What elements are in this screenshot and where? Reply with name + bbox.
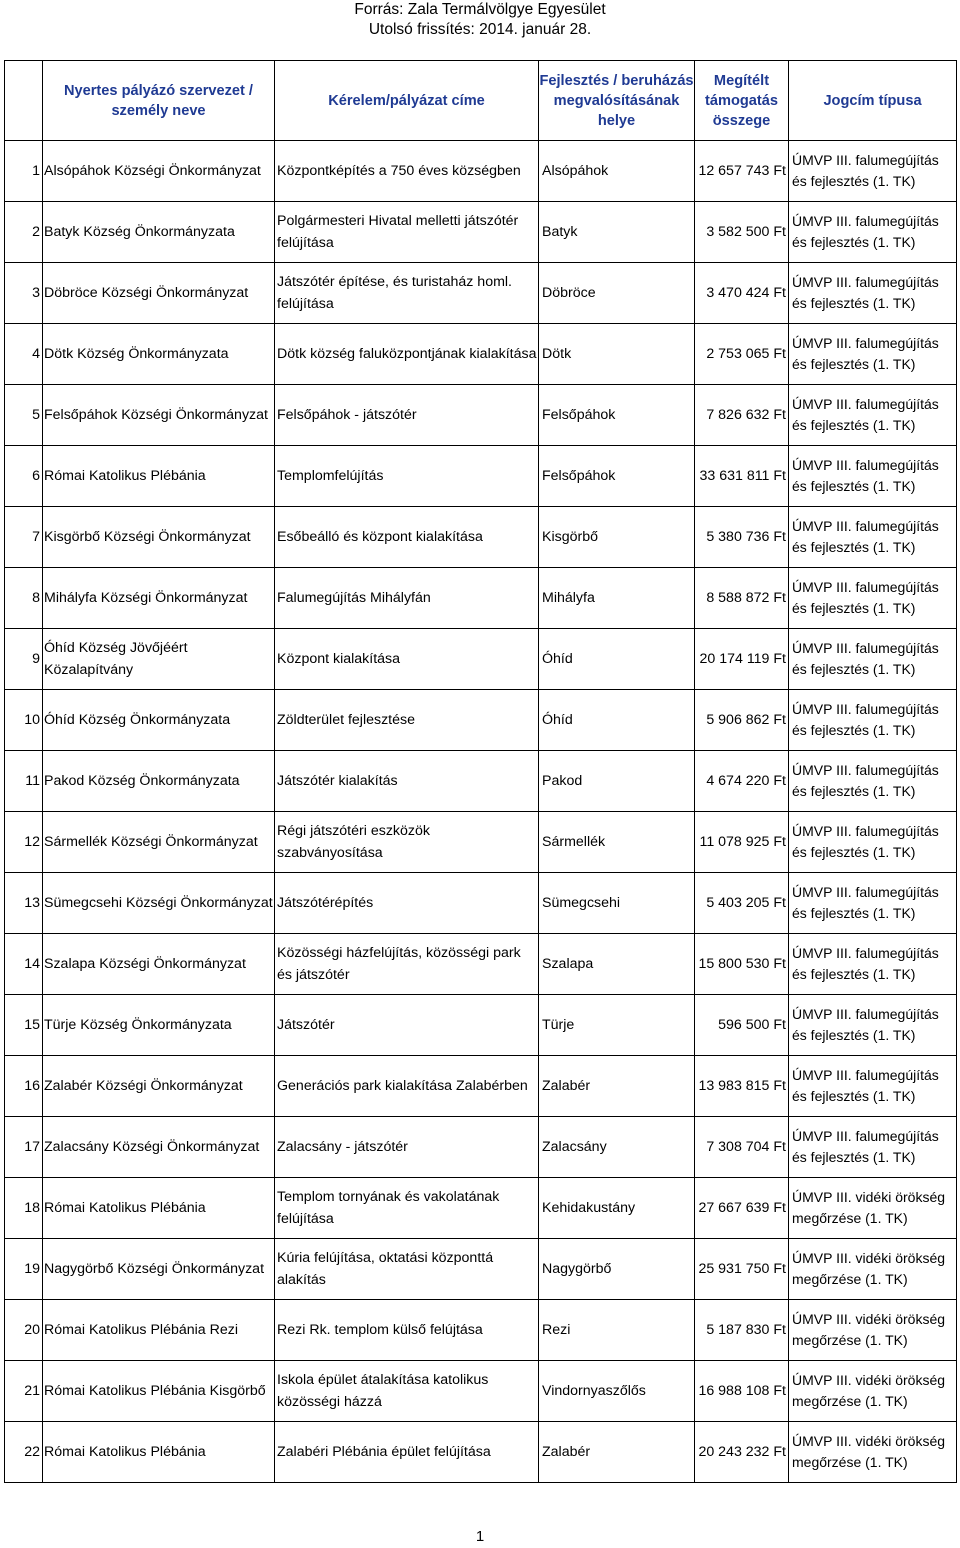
grant-type-cell: ÚMVP III. falumegújítás és fejlesztés (1. TK): [789, 568, 957, 629]
grant-type-cell: ÚMVP III. falumegújítás és fejlesztés (1. TK): [789, 1056, 957, 1117]
row-number-cell: 12: [5, 812, 43, 873]
grant-type-cell: ÚMVP III. falumegújítás és fejlesztés (1. TK): [789, 690, 957, 751]
location-cell: Óhíd: [539, 690, 695, 751]
grant-type-cell: ÚMVP III. falumegújítás és fejlesztés (1. TK): [789, 629, 957, 690]
row-number-cell: 21: [5, 1361, 43, 1422]
grant-type-cell: ÚMVP III. vidéki örökség megőrzése (1. TK): [789, 1300, 957, 1361]
grant-title-cell: Zalabéri Plébánia épület felújítása: [275, 1422, 539, 1483]
grant-title-cell: Falumegújítás Mihályfán: [275, 568, 539, 629]
grant-title-cell: Kúria felújítása, oktatási központtá alakítás: [275, 1239, 539, 1300]
org-name-cell: Sümegcsehi Községi Önkormányzat: [43, 873, 275, 934]
table-row: [5, 873, 957, 934]
location-cell: Zalacsány: [539, 1117, 695, 1178]
location-cell: Pakod: [539, 751, 695, 812]
grant-type-cell: ÚMVP III. falumegújítás és fejlesztés (1. TK): [789, 202, 957, 263]
grant-type-cell: ÚMVP III. falumegújítás és fejlesztés (1. TK): [789, 995, 957, 1056]
table-row: [5, 263, 957, 324]
row-number-cell: 8: [5, 568, 43, 629]
grant-title-cell: Polgármesteri Hivatal melletti játszótér felújítása: [275, 202, 539, 263]
amount-cell: 5 187 830 Ft: [695, 1300, 789, 1361]
amount-cell: 5 403 205 Ft: [695, 873, 789, 934]
table-body: [5, 141, 957, 1483]
location-cell: Rezi: [539, 1300, 695, 1361]
grant-type-cell: ÚMVP III. vidéki örökség megőrzése (1. TK): [789, 1178, 957, 1239]
row-number-cell: 6: [5, 446, 43, 507]
row-number-cell: 3: [5, 263, 43, 324]
row-number-cell: 11: [5, 751, 43, 812]
amount-cell: 15 800 530 Ft: [695, 934, 789, 995]
row-number-cell: 2: [5, 202, 43, 263]
grant-type-cell: ÚMVP III. falumegújítás és fejlesztés (1. TK): [789, 751, 957, 812]
org-name-cell: Óhíd Község Önkormányzata: [43, 690, 275, 751]
row-number-cell: 17: [5, 1117, 43, 1178]
org-name-cell: Zalacsány Községi Önkormányzat: [43, 1117, 275, 1178]
location-cell: Sármellék: [539, 812, 695, 873]
grant-title-cell: Zalacsány - játszótér: [275, 1117, 539, 1178]
grants-table: [4, 60, 957, 1483]
grant-title-cell: Rezi Rk. templom külső felújtása: [275, 1300, 539, 1361]
location-cell: Sümegcsehi: [539, 873, 695, 934]
location-cell: Zalabér: [539, 1056, 695, 1117]
location-cell: Felsőpáhok: [539, 385, 695, 446]
amount-cell: 12 657 743 Ft: [695, 141, 789, 202]
row-number-cell: 19: [5, 1239, 43, 1300]
row-number-cell: 22: [5, 1422, 43, 1483]
org-name-cell: Türje Község Önkormányzata: [43, 995, 275, 1056]
table-row: [5, 507, 957, 568]
org-name-cell: Batyk Község Önkormányzata: [43, 202, 275, 263]
org-name-cell: Sármellék Községi Önkormányzat: [43, 812, 275, 873]
location-cell: Türje: [539, 995, 695, 1056]
org-name-cell: Kisgörbő Községi Önkormányzat: [43, 507, 275, 568]
amount-cell: 3 582 500 Ft: [695, 202, 789, 263]
grant-type-cell: ÚMVP III. vidéki örökség megőrzése (1. TK): [789, 1239, 957, 1300]
org-name-cell: Nagygörbő Községi Önkormányzat: [43, 1239, 275, 1300]
table-row: [5, 141, 957, 202]
amount-cell: 5 906 862 Ft: [695, 690, 789, 751]
grant-type-cell: ÚMVP III. falumegújítás és fejlesztés (1. TK): [789, 873, 957, 934]
amount-cell: 11 078 925 Ft: [695, 812, 789, 873]
location-cell: Óhíd: [539, 629, 695, 690]
amount-cell: 2 753 065 Ft: [695, 324, 789, 385]
org-name-cell: Római Katolikus Plébánia: [43, 1178, 275, 1239]
amount-cell: 20 174 119 Ft: [695, 629, 789, 690]
org-name-cell: Felsőpáhok Községi Önkormányzat: [43, 385, 275, 446]
org-name-cell: Döbröce Községi Önkormányzat: [43, 263, 275, 324]
amount-cell: 20 243 232 Ft: [695, 1422, 789, 1483]
grant-type-cell: ÚMVP III. vidéki örökség megőrzése (1. TK): [789, 1422, 957, 1483]
amount-cell: 13 983 815 Ft: [695, 1056, 789, 1117]
table-row: [5, 629, 957, 690]
amount-cell: 8 588 872 Ft: [695, 568, 789, 629]
location-cell: Nagygörbő: [539, 1239, 695, 1300]
table-header-row: [5, 61, 957, 141]
table-row: [5, 1422, 957, 1483]
grant-title-cell: Templomfelújítás: [275, 446, 539, 507]
amount-cell: 5 380 736 Ft: [695, 507, 789, 568]
row-number-cell: 10: [5, 690, 43, 751]
location-cell: Kehidakustány: [539, 1178, 695, 1239]
grant-title-cell: Közösségi házfelújítás, közösségi park és játszótér: [275, 934, 539, 995]
grant-title-cell: Dötk község faluközpontjának kialakítása: [275, 324, 539, 385]
table-row: [5, 1117, 957, 1178]
org-name-cell: Dötk Község Önkormányzata: [43, 324, 275, 385]
row-number-cell: 5: [5, 385, 43, 446]
header-location: Fejlesztés / beruházás megvalósításának helye: [539, 61, 695, 141]
table-row: [5, 385, 957, 446]
location-cell: Batyk: [539, 202, 695, 263]
amount-cell: 33 631 811 Ft: [695, 446, 789, 507]
grant-type-cell: ÚMVP III. falumegújítás és fejlesztés (1. TK): [789, 446, 957, 507]
grant-type-cell: ÚMVP III. vidéki örökség megőrzése (1. TK): [789, 1361, 957, 1422]
row-number-cell: 13: [5, 873, 43, 934]
grant-title-cell: Zöldterület fejlesztése: [275, 690, 539, 751]
org-name-cell: Alsópáhok Községi Önkormányzat: [43, 141, 275, 202]
grant-type-cell: ÚMVP III. falumegújítás és fejlesztés (1. TK): [789, 812, 957, 873]
table-row: [5, 202, 957, 263]
grant-title-cell: Templom tornyának és vakolatának felújítása: [275, 1178, 539, 1239]
org-name-cell: Pakod Község Önkormányzata: [43, 751, 275, 812]
table-row: [5, 751, 957, 812]
location-cell: Döbröce: [539, 263, 695, 324]
table-row: [5, 1178, 957, 1239]
location-cell: Zalabér: [539, 1422, 695, 1483]
table-row: [5, 324, 957, 385]
org-name-cell: Zalabér Községi Önkormányzat: [43, 1056, 275, 1117]
table-row: [5, 995, 957, 1056]
location-cell: Kisgörbő: [539, 507, 695, 568]
grant-title-cell: Generációs park kialakítása Zalabérben: [275, 1056, 539, 1117]
amount-cell: 596 500 Ft: [695, 995, 789, 1056]
header-org: Nyertes pályázó szervezet / személy neve: [43, 61, 275, 141]
table-row: [5, 568, 957, 629]
table-row: [5, 690, 957, 751]
amount-cell: 3 470 424 Ft: [695, 263, 789, 324]
table-row: [5, 1239, 957, 1300]
org-name-cell: Római Katolikus Plébánia: [43, 446, 275, 507]
grant-title-cell: Iskola épület átalakítása katolikus közösségi házzá: [275, 1361, 539, 1422]
row-number-cell: 16: [5, 1056, 43, 1117]
header-title: Kérelem/pályázat címe: [275, 61, 539, 141]
row-number-cell: 7: [5, 507, 43, 568]
updated-line: Utolsó frissítés: 2014. január 28.: [368, 21, 592, 38]
row-number-cell: 18: [5, 1178, 43, 1239]
row-number-cell: 20: [5, 1300, 43, 1361]
table-row: [5, 1056, 957, 1117]
org-name-cell: Római Katolikus Plébánia Rezi: [43, 1300, 275, 1361]
header-type: Jogcím típusa: [789, 61, 957, 141]
table-row: [5, 812, 957, 873]
row-number-cell: 1: [5, 141, 43, 202]
grant-type-cell: ÚMVP III. falumegújítás és fejlesztés (1. TK): [789, 934, 957, 995]
location-cell: Felsőpáhok: [539, 446, 695, 507]
header-amount: Megítélt támogatás összege: [695, 61, 789, 141]
grant-title-cell: Központképítés a 750 éves községben: [275, 141, 539, 202]
location-cell: Szalapa: [539, 934, 695, 995]
grant-title-cell: Régi játszótéri eszközök szabványosítása: [275, 812, 539, 873]
org-name-cell: Római Katolikus Plébánia Kisgörbő: [43, 1361, 275, 1422]
row-number-cell: 9: [5, 629, 43, 690]
grant-type-cell: ÚMVP III. falumegújítás és fejlesztés (1. TK): [789, 141, 957, 202]
location-cell: Alsópáhok: [539, 141, 695, 202]
source-line: Forrás: Zala Termálvölgye Egyesület: [354, 1, 606, 18]
row-number-cell: 15: [5, 995, 43, 1056]
table-row: [5, 934, 957, 995]
org-name-cell: Római Katolikus Plébánia: [43, 1422, 275, 1483]
org-name-cell: Szalapa Községi Önkormányzat: [43, 934, 275, 995]
amount-cell: 4 674 220 Ft: [695, 751, 789, 812]
location-cell: Vindornyaszőlős: [539, 1361, 695, 1422]
grant-title-cell: Felsőpáhok - játszótér: [275, 385, 539, 446]
grant-type-cell: ÚMVP III. falumegújítás és fejlesztés (1. TK): [789, 385, 957, 446]
amount-cell: 16 988 108 Ft: [695, 1361, 789, 1422]
page-number: 1: [475, 1528, 485, 1545]
header-num: [5, 61, 43, 141]
grant-title-cell: Központ kialakítása: [275, 629, 539, 690]
org-name-cell: Mihályfa Községi Önkormányzat: [43, 568, 275, 629]
table-row: [5, 1361, 957, 1422]
amount-cell: 27 667 639 Ft: [695, 1178, 789, 1239]
grant-title-cell: Játszótér építése, és turistaház homl. felújítása: [275, 263, 539, 324]
grant-type-cell: ÚMVP III. falumegújítás és fejlesztés (1. TK): [789, 263, 957, 324]
amount-cell: 25 931 750 Ft: [695, 1239, 789, 1300]
location-cell: Mihályfa: [539, 568, 695, 629]
grant-type-cell: ÚMVP III. falumegújítás és fejlesztés (1. TK): [789, 1117, 957, 1178]
grant-type-cell: ÚMVP III. falumegújítás és fejlesztés (1. TK): [789, 507, 957, 568]
table-row: [5, 1300, 957, 1361]
row-number-cell: 14: [5, 934, 43, 995]
amount-cell: 7 308 704 Ft: [695, 1117, 789, 1178]
grant-title-cell: Játszótér: [275, 995, 539, 1056]
org-name-cell: Óhíd Község Jövőjéért Közalapítvány: [43, 629, 275, 690]
row-number-cell: 4: [5, 324, 43, 385]
location-cell: Dötk: [539, 324, 695, 385]
grant-type-cell: ÚMVP III. falumegújítás és fejlesztés (1. TK): [789, 324, 957, 385]
table-row: [5, 446, 957, 507]
amount-cell: 7 826 632 Ft: [695, 385, 789, 446]
grant-title-cell: Játszótérépítés: [275, 873, 539, 934]
grant-title-cell: Esőbeálló és központ kialakítása: [275, 507, 539, 568]
grant-title-cell: Játszótér kialakítás: [275, 751, 539, 812]
